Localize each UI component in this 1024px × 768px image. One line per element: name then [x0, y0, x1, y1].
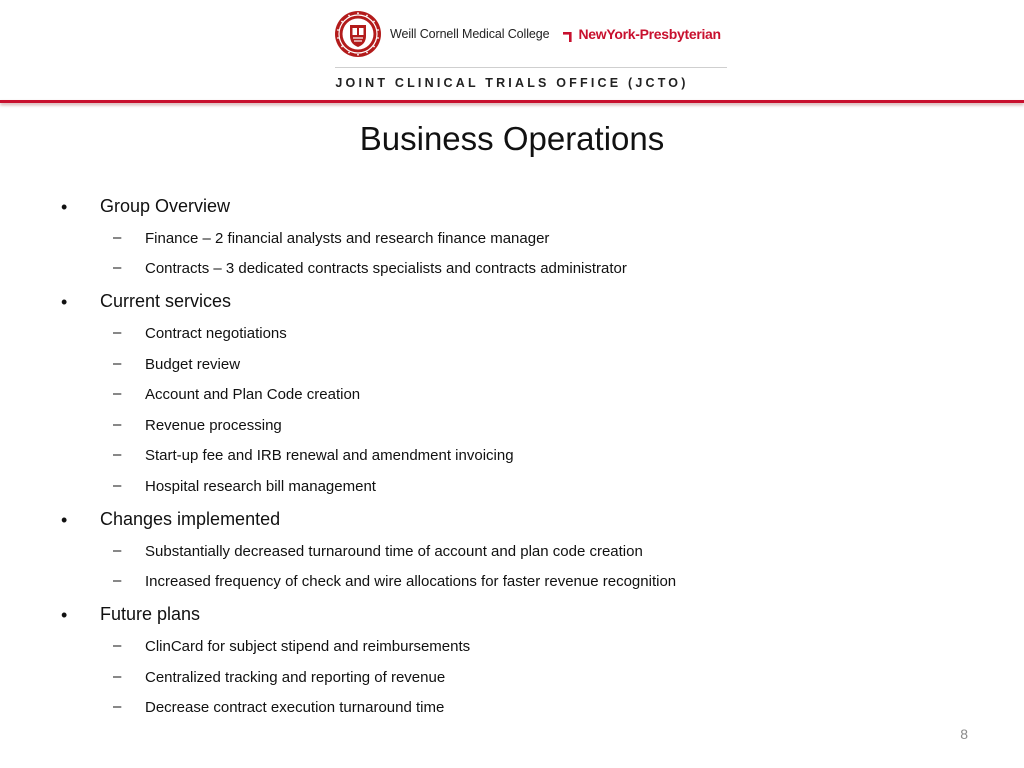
dash-icon: – — [113, 637, 122, 654]
office-name: JOINT CLINICAL TRIALS OFFICE (JCTO) — [335, 76, 689, 90]
list-item: Contracts – 3 dedicated contracts specialists and contracts administrator — [145, 260, 627, 277]
list-item: Revenue processing — [145, 417, 282, 434]
dash-icon: – — [113, 416, 122, 433]
dash-icon: – — [113, 668, 122, 685]
dash-icon: – — [113, 477, 122, 494]
list-item: Substantially decreased turnaround time of account and plan code creation — [145, 543, 643, 560]
section-heading-changes-implemented: Changes implemented — [100, 509, 281, 529]
dash-icon: – — [113, 355, 122, 372]
section-heading-current-services: Current services — [100, 291, 232, 311]
list-item: Centralized tracking and reporting of revenue — [145, 669, 446, 686]
college-name: Weill Cornell Medical College — [390, 27, 550, 41]
list-item: Finance – 2 financial analysts and research finance manager — [145, 230, 550, 247]
dash-icon: – — [113, 572, 122, 589]
dash-icon: – — [113, 698, 122, 715]
page-number: 8 — [960, 726, 968, 742]
list-item: Decrease contract execution turnaround time — [145, 699, 445, 716]
dash-icon: – — [113, 385, 122, 402]
list-item: Account and Plan Code creation — [145, 386, 361, 403]
list-item: Hospital research bill management — [145, 478, 376, 495]
list-item: ClinCard for subject stipend and reimbursements — [145, 638, 471, 655]
bullet-icon: • — [61, 197, 68, 217]
section-heading-future-plans: Future plans — [100, 604, 201, 624]
list-item: Contract negotiations — [145, 325, 287, 342]
dash-icon: – — [113, 229, 122, 246]
dash-icon: – — [113, 259, 122, 276]
list-item: Budget review — [145, 356, 241, 373]
slide-title: Business Operations — [359, 120, 665, 157]
section-heading-group-overview: Group Overview — [100, 196, 231, 216]
dash-icon: – — [113, 542, 122, 559]
bullet-icon: • — [61, 292, 68, 312]
list-item: Increased frequency of check and wire allocations for faster revenue recognition — [145, 573, 677, 590]
list-item: Start-up fee and IRB renewal and amendment invoicing — [145, 447, 514, 464]
dash-icon: – — [113, 324, 122, 341]
bullet-icon: • — [61, 605, 68, 625]
bullet-icon: • — [61, 510, 68, 530]
dash-icon: – — [113, 446, 122, 463]
hospital-name: NewYork-Presbyterian — [578, 26, 721, 42]
